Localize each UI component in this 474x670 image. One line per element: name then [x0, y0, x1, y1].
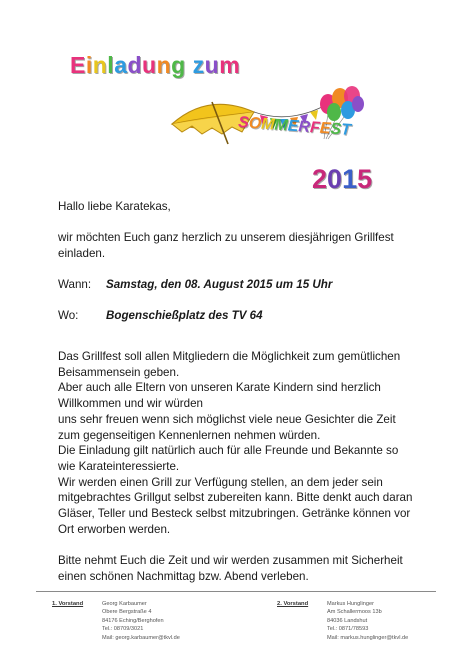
headline-letter: a — [114, 52, 128, 78]
closing-line-1: Bitte nehmt Euch die Zeit und wir werden zusammen mit Sicherheit — [58, 554, 403, 567]
greeting: Hallo liebe Karatekas, — [58, 200, 171, 213]
headline-letter: i — [85, 52, 93, 78]
banner-letter: S — [329, 120, 342, 139]
year-digit: 2 — [312, 164, 328, 194]
first-chair-contact — [102, 600, 180, 642]
second-chair-city: 84036 Landshut — [327, 617, 368, 624]
banner-letter: R — [297, 118, 311, 137]
banner-letter: E — [287, 117, 300, 136]
banner-letter: T — [340, 121, 352, 139]
body-line-6: zum gegenseitigen Kennenlernen nehmen würden. — [58, 428, 321, 442]
banner-letter: S — [237, 114, 250, 132]
banner-letter: F — [309, 119, 321, 137]
headline — [70, 52, 240, 79]
first-chair-name: Georg Karbaumer — [102, 601, 147, 607]
second-chair-email: Mail: markus.hunglinger@tkvl.de — [327, 634, 409, 641]
body-line-9: Wir werden einen Grill zur Verfügung stellen, an dem jeder sein — [58, 475, 383, 489]
second-chair-contact — [327, 600, 408, 642]
second-chair-name: Markus Hunglinger — [327, 601, 374, 607]
when-label: Wann: — [58, 278, 92, 291]
body-line-3: Aber auch alle Eltern von unseren Karate Kindern sind herzlich — [58, 381, 381, 395]
body-line-1: Das Grillfest soll allen Mitgliedern die Möglichkeit zum gemütlichen — [58, 350, 401, 363]
headline-letter — [186, 52, 193, 79]
headline-letter: n — [156, 52, 172, 78]
headline-letter: u — [204, 52, 220, 78]
intro-line-1: wir möchten Euch ganz herzlich zu unserem diesjährigen Grillfest — [58, 231, 394, 244]
second-chair-street: Am Schallermoos 13b — [327, 609, 382, 616]
closing-line-2: einen schönen Nachmittag bzw. Abend verleben. — [58, 569, 309, 583]
headline-letter: E — [70, 52, 86, 78]
body-line-12: Ort erworben werden. — [58, 522, 171, 536]
where-value: Bogenschießplatz des TV 64 — [106, 309, 263, 322]
first-chair-street: Obere Bergstraße 4 — [102, 609, 152, 616]
first-chair-city: 84176 Eching/Berghofen — [102, 617, 164, 624]
body-line-8: wie Karateinteressierte. — [58, 459, 180, 473]
banner-letter: M — [260, 115, 276, 134]
headline-letter: n — [92, 52, 108, 78]
first-chair-email: Mail: georg.karbaumer@tkvl.de — [102, 634, 180, 641]
banner-letter: O — [248, 114, 262, 133]
headline-letter: l — [107, 52, 115, 78]
intro-line-2: einladen. — [58, 247, 106, 260]
where-label: Wo: — [58, 309, 79, 322]
body-line-4: Willkommen und wir würden — [58, 397, 203, 411]
first-chair-label: 1. Vorstand — [52, 601, 84, 607]
body-line-10: mitgebrachtes Grillgut selbst zubereiten kann. Bitte denkt auch daran — [58, 491, 413, 505]
year-digit: 0 — [327, 164, 343, 194]
headline-letter: u — [142, 52, 157, 78]
body-line-5: uns sehr freuen wenn sich möglichst viele neue Gesichter die Zeit — [58, 412, 396, 426]
first-chair-phone: Tel.: 08709/3021 — [102, 626, 144, 633]
year-digit: 5 — [357, 164, 373, 194]
body-line-2: Beisammensein geben. — [58, 365, 180, 379]
when-value: Samstag, den 08. August 2015 um 15 Uhr — [106, 278, 333, 291]
second-chair-label: 2. Vorstand — [277, 601, 309, 607]
footer-divider — [36, 591, 436, 592]
year-digit: 1 — [342, 164, 358, 194]
body-line-11: Gläser, Teller und Besteck selbst mitzubringen. Getränke können vor — [58, 507, 411, 520]
headline-letter: d — [127, 52, 143, 78]
headline-letter: z — [192, 52, 205, 78]
year-label — [312, 164, 372, 195]
headline-letter: g — [171, 52, 186, 78]
body-line-7: Die Einladung gilt natürlich auch für alle Freunde und Bekannte so — [58, 444, 399, 458]
headline-letter: m — [219, 52, 241, 78]
banner-letter: M — [273, 116, 289, 135]
banner-letter: E — [319, 119, 332, 138]
second-chair-phone: Tel.: 0871/78593 — [327, 626, 369, 633]
